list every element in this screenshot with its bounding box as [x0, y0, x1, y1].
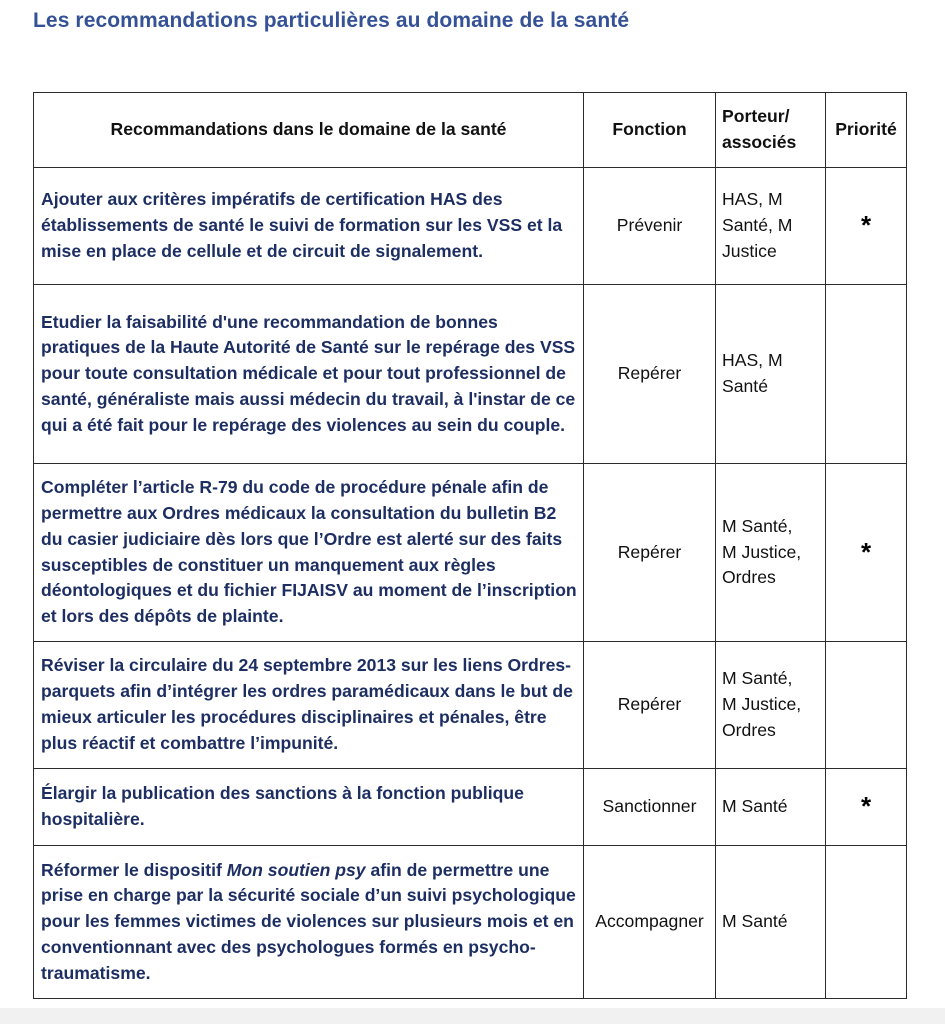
page-bottom-band	[0, 1008, 945, 1024]
program-name: Mon soutien psy	[226, 859, 366, 880]
recommendation-text: Réviser la circulaire du 24 septembre 2013 sur les liens Ordres-parquets afin d’intégrer les ordres paramédicaux dans le but de mieux articuler les procédures disciplinaires et pénales, être plus réactif et combattre l’impunité.	[34, 642, 584, 769]
header-porteur	[716, 93, 826, 168]
priority-cell	[826, 642, 907, 769]
porteur-line: Ordres	[722, 567, 776, 588]
priority-cell	[826, 846, 907, 999]
porteur-cell	[716, 642, 826, 769]
page-title: Les recommandations particulières au domaine de la santé	[33, 9, 630, 32]
fonction-cell: Accompagner	[584, 846, 716, 999]
header-porteur-line2: associés	[722, 132, 797, 152]
table-row	[34, 464, 907, 642]
recommendation-text: Compléter l’article R-79 du code de procédure pénale afin de permettre aux Ordres médicaux la consultation du bulletin B2 du casier judiciaire dès lors que l’Ordre est alerté sur des faits susceptibles de constituer un manquement aux règles déontologiques et du fichier FIJAISV au moment de l’inscription et lors des dépôts de plainte.	[34, 464, 584, 642]
porteur-cell	[716, 769, 826, 846]
recommendation-text: Etudier la faisabilité d'une recommandation de bonnes pratiques de la Haute Autorité de Santé sur le repérage des VSS pour toute consultation médicale et pour tout professionnel de santé, généraliste mais aussi médecin du travail, à l'instar de ce qui a été fait pour le repérage des violences au sein du couple.	[34, 285, 584, 464]
recommendation-text-part: Réformer le dispositif	[41, 859, 227, 880]
table-row	[34, 285, 907, 464]
table-row	[34, 642, 907, 769]
porteur-line: M Santé	[722, 796, 788, 817]
porteur-line: M Santé,	[722, 668, 793, 689]
header-fonction: Fonction	[584, 93, 716, 168]
fonction-cell: Repérer	[584, 285, 716, 464]
priority-cell: *	[826, 168, 907, 285]
recommendation-text: Élargir la publication des sanctions à la fonction publique hospitalière.	[34, 769, 584, 846]
recommendation-text: Ajouter aux critères impératifs de certification HAS des établissements de santé le suivi de formation sur les VSS et la mise en place de cellule et de circuit de signalement.	[34, 168, 584, 285]
porteur-line: HAS, M	[722, 350, 783, 371]
priority-cell: *	[826, 464, 907, 642]
porteur-line: Santé	[722, 376, 768, 396]
recommendation-text-part: afin de permettre une prise en charge par la sécurité sociale d’un suivi psychologique pour les femmes victimes de violences sur plusieurs mois et en conventionnant avec des psychologues formés en psycho-traumatisme.	[41, 859, 576, 983]
porteur-cell	[716, 285, 826, 464]
priority-cell	[826, 285, 907, 464]
porteur-line: M Santé	[722, 911, 788, 932]
porteur-line: Santé, M	[722, 215, 793, 236]
porteur-line: HAS, M	[722, 189, 783, 210]
recommendation-text	[34, 846, 584, 999]
table-row	[34, 168, 907, 285]
porteur-line: Justice	[722, 240, 777, 261]
porteur-line: M Santé,	[722, 515, 793, 536]
table-header-row	[34, 93, 907, 168]
fonction-cell: Prévenir	[584, 168, 716, 285]
porteur-line: Ordres	[722, 719, 776, 740]
fonction-cell: Repérer	[584, 642, 716, 769]
table-row	[34, 769, 907, 846]
table-row	[34, 846, 907, 999]
fonction-cell: Repérer	[584, 464, 716, 642]
porteur-cell	[716, 846, 826, 999]
porteur-line: M Justice,	[722, 541, 802, 562]
header-priorite: Priorité	[826, 93, 907, 168]
header-porteur-line1: Porteur/	[722, 106, 790, 127]
recommendations-table	[33, 92, 907, 999]
header-recommandation: Recommandations dans le domaine de la santé	[34, 93, 584, 168]
fonction-cell: Sanctionner	[584, 769, 716, 846]
porteur-line: M Justice,	[722, 694, 802, 715]
porteur-cell	[716, 168, 826, 285]
porteur-cell	[716, 464, 826, 642]
priority-cell: *	[826, 769, 907, 846]
